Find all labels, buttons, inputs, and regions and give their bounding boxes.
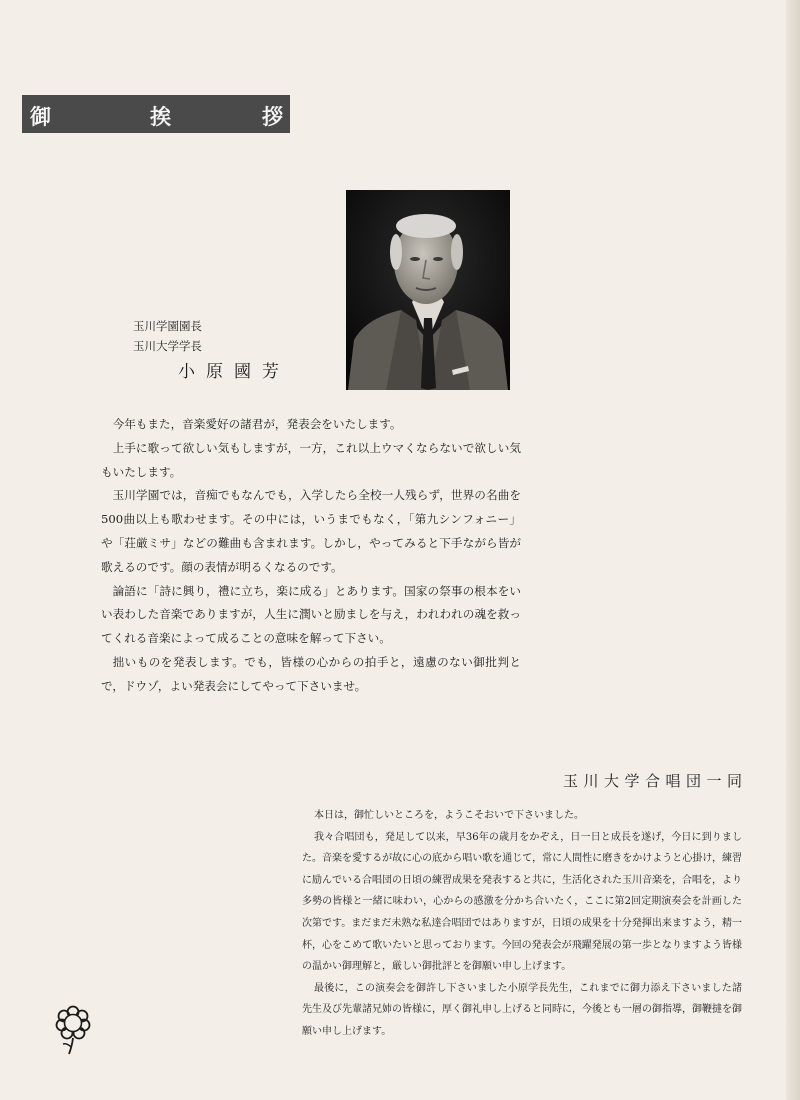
title-char-2: 挨 <box>150 104 171 129</box>
choir-message <box>302 805 742 1043</box>
greeting-title-bar <box>22 95 290 133</box>
title-char-1: 御 <box>30 104 51 129</box>
flower-icon <box>55 1004 91 1056</box>
message-paragraph: 論語に「詩に興り，禮に立ち，楽に成る」とあります。国家の祭事の根本をいい表わした音楽でありますが，人生に潤いと励ましを与え，われわれの魂を救ってくれる音楽によって成ることの意味を解って下さい。 <box>101 583 521 646</box>
speaker-title-1: 玉川学園園長 <box>133 319 202 333</box>
speaker-title-2: 玉川大学学長 <box>133 339 202 353</box>
message-paragraph: 玉川学園では，音痴でもなんでも，入学したら全校一人残らず，世界の名曲を500曲以上も歌わせます。その中には，いうまでもなく，「第九シンフォニー」や「荘厳ミサ」などの難曲も含まれます。しかし，やってみると下手ながら皆が歌えるのです。顔の表情が明るくなるのです。 <box>101 488 521 574</box>
page-edge <box>786 0 800 1100</box>
message-paragraph: 拙いものを発表します。でも，皆様の心からの拍手と，遠慮のない御批判とで，ドウゾ，よい発表会にしてやって下さいませ。 <box>101 654 521 693</box>
choir-paragraph: 我々合唱団も，発足して以来，早36年の歳月をかぞえ，日一日と成長を遂げ，今日に到りました。音楽を愛するが故に心の底から唱い歌を通じて，常に人間性に磨きをかけようと心掛け，練習に励んでいる合唱団の日頃の練習成果を発表すると共に，生活化された玉川音楽を，合唱を，より多勢の皆様と一緒に味わい，心からの感激を分かち合いたく，ここに第2回定期演奏会を計画した次第です。まだまだ未熟な私達合唱団ではありますが，日頃の成果を十分発揮出来ますよう，精一杯，心をこめて歌いたいと思っております。今回の発表会が飛躍発展の第一歩となりますよう皆様の温かい御理解と，厳しい御批評とを御願い申し上げます。 <box>302 831 742 973</box>
speaker-titles <box>133 316 202 356</box>
portrait-photo <box>346 190 510 390</box>
message-paragraph: 今年もまた，音楽愛好の諸君が，発表会をいたします。 <box>112 417 402 431</box>
greeting-message <box>101 413 521 699</box>
message-paragraph: 上手に歌って欲しい気もしますが，一方，これ以上ウマくならないで欲しい気もいたします。 <box>101 440 521 479</box>
title-char-3: 拶 <box>262 104 283 129</box>
choir-heading: 玉川大学合唱団一同 <box>563 772 748 790</box>
choir-paragraph: 本日は，御忙しいところを，ようこそおいで下さいました。 <box>314 810 584 821</box>
choir-paragraph: 最後に，この演奏会を御許し下さいました小原学長先生，これまでに御力添え下さいました諸先生及び先輩諸兄姉の皆様に，厚く御礼申し上げると同時に，今後とも一層の御指導，御鞭撻を御願い申し上げます。 <box>302 982 742 1037</box>
speaker-name: 小原國芳 <box>178 362 290 382</box>
